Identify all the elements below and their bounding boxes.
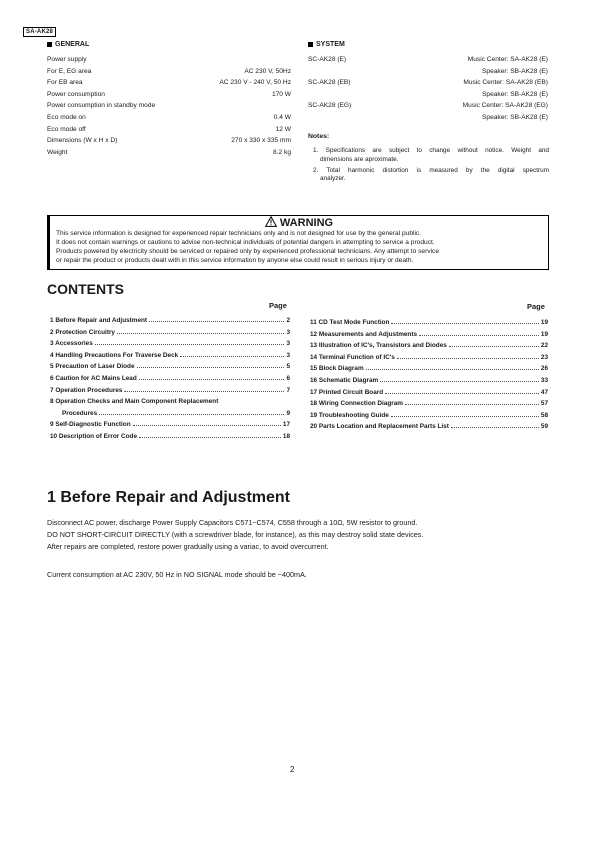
- toc-entry: [50, 317, 290, 325]
- toc-entry-page: 3: [286, 328, 290, 336]
- toc-dot-leader: [133, 425, 281, 426]
- warning-title: [50, 216, 548, 230]
- note-line: 1. Specifications are subject to change without notice. Weight and: [313, 147, 549, 154]
- spec-value: 8.2 kg: [273, 148, 291, 156]
- toc-entry-label: 1 Before Repair and Adjustment: [50, 317, 148, 324]
- warning-box: [47, 215, 549, 270]
- toc-entry: [310, 412, 548, 420]
- toc-entry: [310, 365, 548, 373]
- toc-entry-label: 17 Printed Circuit Board: [310, 388, 384, 396]
- toc-entry: [50, 421, 290, 429]
- toc-entry-label: 11 CD Test Mode Function: [310, 319, 390, 326]
- page-number: 2: [290, 765, 295, 774]
- system-heading: [308, 41, 345, 48]
- toc-dot-leader: [149, 321, 284, 322]
- toc-dot-leader: [397, 358, 539, 359]
- toc-entry-page: 7: [286, 386, 290, 394]
- warning-triangle-icon: [265, 216, 277, 227]
- toc-entry-label: 3 Accessories: [50, 340, 93, 348]
- toc-entry-label: 8 Operation Checks and Main Component Replacement: [50, 398, 219, 406]
- toc-entry-page: 3: [286, 340, 290, 348]
- spec-label: Weight: [47, 148, 68, 156]
- system-component: Speaker: SB-AK28 (E): [482, 90, 548, 98]
- bullet-square-icon: [308, 42, 313, 47]
- toc-entry-page: 47: [540, 388, 548, 396]
- toc-entry: [50, 398, 290, 406]
- toc-entry-page: 22: [540, 342, 548, 350]
- spec-label: Eco mode off: [47, 125, 86, 133]
- toc-dot-leader: [124, 391, 284, 392]
- note-line: dimensions are aproximate.: [320, 155, 399, 163]
- toc-entry-label: 10 Description of Error Code: [50, 433, 138, 440]
- toc-entry: [50, 352, 290, 360]
- toc-entry: [310, 389, 548, 397]
- toc-entry-label: 18 Wiring Connection Diagram: [310, 400, 403, 408]
- spec-label: Power consumption in standby mode: [47, 102, 156, 110]
- toc-entry: [50, 433, 290, 441]
- toc-entry-page: 33: [540, 377, 548, 384]
- spec-label: Dimensions (W x H x D): [47, 137, 118, 145]
- toc-dot-leader: [139, 379, 285, 380]
- toc-entry: [310, 319, 548, 327]
- toc-entry-page: 58: [540, 411, 548, 419]
- toc-entry: [50, 363, 290, 371]
- toc-dot-leader: [405, 404, 539, 405]
- body-text-line: Disconnect AC power, discharge Power Supply Capacitors C571~C574, C558 through a 10Ω, 5W resistor to ground.: [47, 518, 418, 527]
- toc-entry-page: 17: [282, 421, 290, 429]
- toc-entry-label: 9 Self-Diagnostic Function: [50, 421, 131, 429]
- body-text-line: DO NOT SHORT-CIRCUIT DIRECTLY (with a screwdriver blade, for instance), as this may destroy solid state devices.: [47, 530, 424, 539]
- model-tag: SA-AK28: [23, 27, 56, 37]
- toc-dot-leader: [139, 437, 281, 438]
- bullet-square-icon: [47, 42, 52, 47]
- toc-dot-leader: [95, 344, 285, 345]
- spec-label: Power supply: [47, 56, 87, 63]
- toc-entry-label: 6 Caution for AC Mains Lead: [50, 375, 137, 382]
- warning-line: Products powered by electricity should be serviced or repaired only by experienced professional technicians. Any attempt to service: [56, 247, 440, 255]
- toc-dot-leader: [99, 414, 284, 415]
- toc-entry-page: 5: [286, 363, 290, 371]
- spec-label: Power consumption: [47, 90, 105, 98]
- general-heading: [47, 41, 89, 48]
- toc-dot-leader: [366, 369, 539, 370]
- toc-entry-label: 14 Terminal Function of IC's: [310, 353, 395, 361]
- toc-entry-label: 2 Protection Circuitry: [50, 328, 115, 336]
- toc-entry-page: 19: [540, 319, 548, 326]
- toc-entry-label: 16 Schematic Diagram: [310, 377, 379, 384]
- toc-entry-label: 7 Operation Procedures: [50, 386, 123, 394]
- toc-entry-label: 5 Precaution of Laser Diode: [50, 363, 135, 371]
- toc-entry-label: 4 Handling Precautions For Traverse Deck: [50, 351, 179, 359]
- system-component: Music Center: SA-AK28 (E): [467, 56, 548, 63]
- spec-value: 270 x 330 x 335 mm: [231, 137, 291, 145]
- notes-heading: Notes:: [308, 133, 330, 140]
- toc-dot-leader: [385, 393, 539, 394]
- toc-entry: [50, 340, 290, 348]
- spec-value: AC 230 V, 50Hz: [244, 67, 291, 75]
- toc-entry: [310, 423, 548, 431]
- toc-dot-leader: [391, 416, 539, 417]
- spec-value: 12 W: [275, 125, 291, 133]
- body-text-line: Current consumption at AC 230V, 50 Hz in NO SIGNAL mode should be ~400mA.: [47, 570, 307, 579]
- toc-entry-label: 12 Measurements and Adjustments: [310, 330, 418, 338]
- toc-dot-leader: [451, 427, 539, 428]
- toc-dot-leader: [137, 367, 285, 368]
- toc-entry: [50, 375, 290, 383]
- toc-entry-label: Procedures: [62, 409, 98, 417]
- toc-dot-leader: [391, 323, 538, 324]
- toc-entry-label: 15 Block Diagram: [310, 365, 364, 373]
- note-line: analyzer.: [320, 175, 346, 183]
- system-component: Speaker: SB-AK28 (E): [482, 114, 548, 121]
- contents-title: CONTENTS: [47, 281, 124, 297]
- spec-label: For EB area: [47, 79, 83, 87]
- toc-entry: [310, 331, 548, 339]
- toc-entry-page: 19: [540, 330, 548, 338]
- body-text-line: After repairs are completed, restore power gradually using a variac, to avoid overcurrent.: [47, 542, 329, 551]
- spec-value: 170 W: [271, 90, 291, 98]
- section-title: 1 Before Repair and Adjustment: [47, 489, 291, 506]
- toc-entry-page: 23: [540, 353, 548, 361]
- toc-entry: [310, 342, 548, 350]
- general-heading-text: GENERAL: [55, 41, 90, 48]
- system-component: Music Center: SA-AK28 (EB): [463, 79, 548, 87]
- toc-dot-leader: [419, 335, 539, 336]
- toc-entry-page: 2: [286, 317, 290, 324]
- system-component: Speaker: SB-AK28 (E): [482, 67, 548, 75]
- spec-label: For E, EG area: [47, 67, 92, 75]
- toc-entry: [50, 329, 290, 337]
- toc-entry: [310, 377, 548, 385]
- toc-entry: [50, 387, 290, 395]
- toc-entry-page: 3: [286, 351, 290, 359]
- toc-entry-page: 6: [286, 375, 290, 382]
- system-model: SC-AK28 (EG): [308, 102, 352, 110]
- note-line: 2. Total harmonic distortion is measured by the digital spectrum: [313, 166, 549, 174]
- spec-value: 0.4 W: [273, 114, 291, 121]
- system-component: Music Center: SA-AK28 (EG): [462, 102, 548, 110]
- warning-line: This service information is designed for experienced repair technicians only and is not designed for use by the general public.: [56, 229, 422, 237]
- system-model: SC-AK28 (EB): [308, 79, 351, 87]
- toc-dot-leader: [117, 333, 284, 334]
- toc-entry: [62, 410, 290, 418]
- system-model: SC-AK28 (E): [308, 56, 347, 63]
- toc-entry: [310, 400, 548, 408]
- toc-entry-page: 59: [540, 423, 548, 431]
- toc-entry-label: 19 Troubleshooting Guide: [310, 411, 389, 419]
- toc-entry-page: 18: [282, 433, 290, 440]
- toc-dot-leader: [380, 381, 539, 382]
- warning-title-text: WARNING: [279, 217, 334, 229]
- page-column-label-right: Page: [527, 302, 545, 311]
- page-column-label-left: Page: [269, 301, 287, 310]
- toc-entry-page: 9: [286, 409, 290, 417]
- warning-line: It does not contain warnings or cautions to advise non-technical individuals of potential dangers in attempting to service a product.: [56, 238, 435, 246]
- warning-line: or repair the product or products dealt with in this service information by anyone else could result in serious injury or death.: [56, 257, 414, 265]
- toc-entry-label: 20 Parts Location and Replacement Parts List: [310, 423, 449, 431]
- toc-entry: [310, 354, 548, 362]
- toc-entry-page: 57: [540, 400, 548, 408]
- toc-entry-page: 26: [540, 365, 548, 373]
- toc-dot-leader: [449, 346, 539, 347]
- system-heading-text: SYSTEM: [316, 41, 345, 48]
- toc-entry-label: 13 Illustration of IC's, Transistors and Diodes: [310, 342, 447, 350]
- spec-label: Eco mode on: [47, 114, 86, 121]
- toc-dot-leader: [180, 356, 284, 357]
- spec-value: AC 230 V - 240 V, 50 Hz: [219, 79, 291, 87]
